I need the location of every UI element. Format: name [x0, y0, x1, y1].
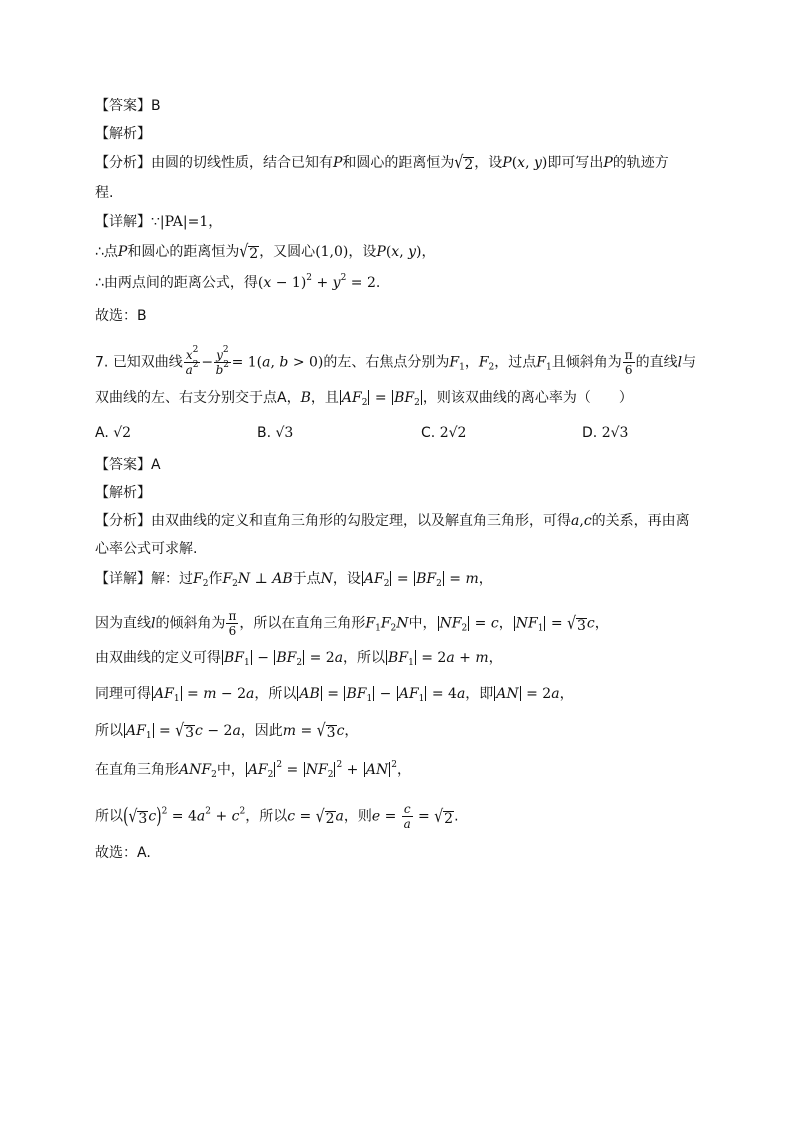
detail-text: ，又圆心 — [259, 244, 316, 260]
fenxi-text: 由圆的切线性质，结合已知有 — [151, 155, 333, 171]
detail-text: ，设 — [332, 571, 361, 587]
detail-text: ， — [594, 615, 609, 632]
detail-text: . — [454, 808, 459, 825]
fenxi-text: 由双曲线的定义和直角三角形的勾股定理，以及解直角三角形，可得 — [151, 513, 571, 529]
fenxi-text: 即可写出 — [547, 155, 604, 171]
stem-text: 与 — [682, 354, 697, 371]
frac-pi-6: $\frac{\pi}{6}$ — [624, 348, 633, 377]
q6-answer-line — [95, 96, 161, 116]
detail-text: 的倾斜角为 — [155, 615, 226, 632]
q7-analysis-heading — [95, 483, 151, 503]
math-P: P — [333, 155, 343, 171]
fenxi-text: 和圆心的距离恒为 — [342, 155, 455, 171]
detail-text: 作 — [208, 571, 223, 587]
stem-text: 双曲线的左、右支分别交于点A， — [95, 390, 301, 406]
detail-text: 所以 — [95, 808, 123, 825]
q6-choose — [95, 306, 147, 326]
stem-text: 的左、右焦点分别为 — [323, 354, 450, 371]
math-expr: ∵|PA|=1， — [151, 214, 223, 230]
math-sqrt2: √ 2 — [454, 153, 474, 173]
option-c — [421, 423, 466, 443]
choose-text: 故选：B — [95, 308, 147, 324]
frac-x2-a2: $\frac{x^2}{a^2}$ — [185, 345, 199, 377]
detail-text: ，即 — [465, 686, 494, 702]
option-d — [582, 423, 628, 443]
detail-text: ，所以 — [245, 808, 288, 825]
stem-text: ，且 — [310, 390, 339, 406]
detail-text: 和圆心的距离恒为 — [127, 244, 240, 260]
q7-detail-line-7: 所以( √ 3 $c)^2 = 4a^2 + c^2$，所以c = √ 2 a，则e = $\frac{c}{a}$ = √ 2 . — [95, 802, 459, 831]
detail-text: ，所以 — [343, 650, 386, 666]
q6-detail-line-1 — [95, 212, 222, 232]
option-a — [95, 423, 131, 443]
detail-text: 中， — [408, 615, 437, 632]
frac-c-a: $\frac{c}{a}$ — [403, 802, 411, 831]
detail-text: 解：过 — [151, 571, 193, 587]
stem-text: 且倾斜角为 — [551, 354, 622, 371]
q6-detail-line-3: ∴由两点间的距离公式，得$(x - 1)^2 + y^2 = 2$. — [95, 273, 381, 291]
answer-value: A — [151, 457, 161, 473]
frac-y2-b2: $\frac{y^2}{b^2}$ — [215, 345, 230, 377]
detail-text: 在直角三角形 — [95, 762, 179, 778]
detail-text: ， — [478, 571, 493, 587]
q7-choose — [95, 843, 151, 863]
fenxi-text: 心率公式可求解. — [95, 541, 198, 557]
math-Pxy: P — [502, 155, 512, 171]
fenxi-text: 的轨迹方 — [612, 155, 669, 171]
fenxi-text: ，设 — [474, 155, 503, 171]
detail-text: 所以 — [95, 723, 123, 739]
detail-text: ， — [396, 762, 411, 778]
option-value: √3 — [275, 425, 294, 441]
option-label: B. — [257, 425, 272, 441]
detail-text: ， — [421, 244, 436, 260]
q7-detail-line-5: 所以 $AF_1$ = √ 3 c − 2a，因此m = √ 3 c， — [95, 721, 359, 741]
choose-text: 故选：A. — [95, 845, 151, 861]
answer-value: B — [151, 98, 161, 114]
detail-text: ，则 — [343, 808, 372, 825]
option-label: D. — [582, 425, 598, 441]
detail-text: ， — [344, 723, 359, 739]
fenxi-text: 程. — [95, 185, 114, 201]
q6-analysis-heading — [95, 124, 151, 144]
analysis-tag: 【解析】 — [95, 485, 151, 501]
q7-fenxi-line-1: 【分析】由双曲线的定义和直角三角形的勾股定理，以及解直角三角形，可得a,c的关系，再由离 — [95, 513, 690, 529]
detail-text: ∴由两点间的距离公式，得 — [95, 275, 258, 291]
fenxi-text: 的关系，再由离 — [591, 513, 690, 529]
q6-fenxi-line-1: 【分析】由圆的切线性质，结合已知有P和圆心的距离恒为 √ 2 ，设P(x, y)即可写出P的轨迹方 — [95, 153, 669, 173]
fenxi-tag: 【分析】 — [95, 155, 151, 171]
option-b — [257, 423, 293, 443]
option-value: 2√2 — [439, 425, 467, 441]
q7-detail-line-4: 同理可得 $AF_1 = m - 2a$，所以 AB = $BF_1 - AF_1 = 4a$，即 AN = 2a， — [95, 686, 574, 704]
q6-detail-line-2: ∴点P和圆心的距离恒为 √ 2 ，又圆心(1,0)，设P(x, y)， — [95, 242, 436, 262]
option-value: 2√3 — [601, 425, 629, 441]
detail-text: ∴点 — [95, 244, 118, 260]
detail-text: 于点 — [292, 571, 321, 587]
stem-text: ，过点 — [494, 354, 537, 371]
detail-text: ， — [488, 650, 503, 666]
analysis-tag: 【解析】 — [95, 126, 151, 142]
q6-fenxi-line-2 — [95, 183, 113, 203]
detail-text: ， — [498, 615, 513, 632]
option-value: √2 — [113, 425, 132, 441]
detail-text: 由双曲线的定义可得 — [95, 650, 221, 666]
question-number: 7. — [95, 354, 109, 371]
stem-text: 已知双曲线 — [112, 354, 183, 371]
q7-detail-line-3: 由双曲线的定义可得 $BF_1 - BF_2 = 2a$，所以 $BF_1 = 2a + m$， — [95, 650, 503, 668]
detail-text: ，所以在直角三角形 — [239, 615, 366, 632]
detail-text: ，所以 — [254, 686, 297, 702]
option-label: C. — [421, 425, 436, 441]
q7-detail-line-6: 在直角三角形$ANF_2$中， $AF_2^2 = NF_2^2$ + AN $^2$， — [95, 760, 411, 780]
detail-tag: 【详解】 — [95, 571, 151, 587]
detail-text: 因为直线 — [95, 615, 151, 632]
detail-tag: 【详解】 — [95, 214, 151, 230]
answer-tag: 【答案】 — [95, 98, 151, 114]
detail-text: ， — [559, 686, 574, 702]
stem-text: ，则该双曲线的离心率为（ ） — [422, 390, 633, 406]
q7-stem-line-2: 双曲线的左、右支分别交于点A，B，且 $AF_2 = BF_2$ ，则该双曲线的离心率为（ ） — [95, 390, 633, 408]
q7-answer-line — [95, 455, 161, 475]
q7-detail-line-2: 因为直线l的倾斜角为 $\frac{\pi}{6}$ ，所以在直角三角形$F_1F_2N$中， $NF_2 = c$， $NF_1$ = √ 3 c， — [95, 609, 609, 638]
answer-tag: 【答案】 — [95, 457, 151, 473]
frac-pi-6: $\frac{\pi}{6}$ — [228, 609, 237, 638]
stem-text: 的直线 — [635, 354, 678, 371]
detail-text: ，因此 — [240, 723, 283, 739]
detail-text: 中， — [216, 762, 245, 778]
q7-detail-line-1: 【详解】解：过$F_2$作$F_2N$ ⊥ AB于点N，设 $AF_2 = BF_2 = m$， — [95, 571, 493, 589]
detail-text: 同理可得 — [95, 686, 151, 702]
fenxi-tag: 【分析】 — [95, 513, 151, 529]
detail-text: . — [375, 275, 381, 291]
q7-fenxi-line-2 — [95, 539, 197, 559]
q7-stem-line-1: 7. 已知双曲线 $\frac{x^2}{a^2}$ − $\frac{y^2}{b^2}$ = 1(a, b > 0)的左、右焦点分别为$F_1$，$F_2$，过点$F_1$且倾斜角为 $\frac{\pi}{6}$ 的直线l与 — [95, 345, 697, 377]
option-label: A. — [95, 425, 109, 441]
math-center: (1,0) — [315, 244, 349, 260]
detail-text: ，设 — [348, 244, 377, 260]
